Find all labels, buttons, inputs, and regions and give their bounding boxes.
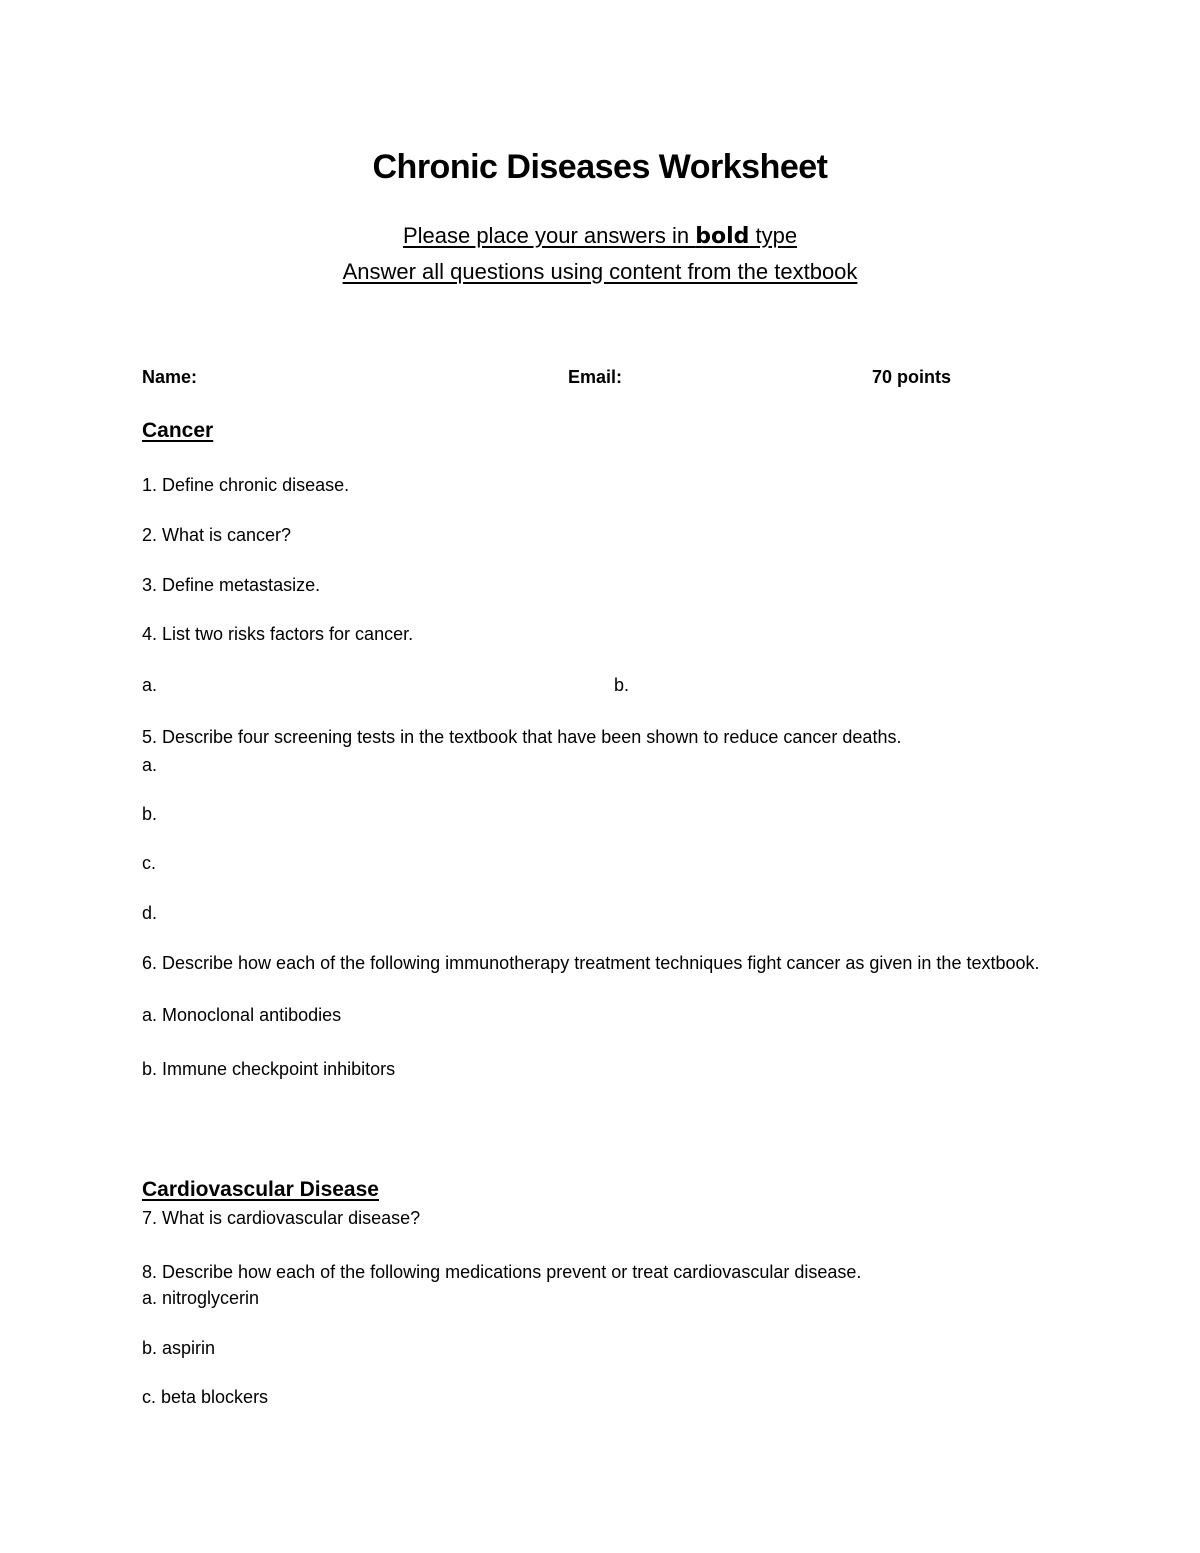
section-heading-cancer: Cancer	[142, 419, 214, 442]
points-label: 70 points	[872, 367, 952, 387]
question-6-option-b: b. Immune checkpoint inhibitors	[142, 1059, 396, 1079]
section-heading-cardiovascular: Cardiovascular Disease	[142, 1178, 379, 1201]
question-4-option-b: b.	[614, 675, 630, 695]
question-4: 4. List two risks factors for cancer.	[142, 624, 414, 644]
question-5-option-a: a.	[142, 755, 158, 775]
question-4-option-a: a.	[142, 675, 158, 695]
question-5: 5. Describe four screening tests in the textbook that have been shown to reduce cancer deaths.	[142, 727, 902, 747]
instruction-text-post: type	[749, 223, 798, 248]
question-6: 6. Describe how each of the following immunotherapy treatment techniques fight cancer as given in the textbook.	[142, 953, 1040, 973]
question-3: 3. Define metastasize.	[142, 575, 321, 595]
question-7: 7. What is cardiovascular disease?	[142, 1208, 421, 1228]
instruction-use-textbook: Answer all questions using content from the textbook	[342, 259, 858, 284]
question-8-option-c: c. beta blockers	[142, 1387, 269, 1407]
name-label: Name:	[142, 367, 198, 387]
question-2: 2. What is cancer?	[142, 525, 292, 545]
question-8-option-a: a. nitroglycerin	[142, 1288, 260, 1308]
instruction-bold-answers	[0, 225, 1200, 248]
question-8-option-b: b. aspirin	[142, 1338, 216, 1358]
email-label: Email:	[568, 367, 623, 387]
worksheet-title: Chronic Diseases Worksheet	[372, 148, 828, 186]
instruction-bold-word: bold	[695, 224, 750, 249]
question-5-option-c: c.	[142, 853, 157, 873]
question-5-option-b: b.	[142, 804, 158, 824]
question-8: 8. Describe how each of the following medications prevent or treat cardiovascular disease.	[142, 1262, 862, 1282]
question-6-option-a: a. Monoclonal antibodies	[142, 1005, 342, 1025]
question-1: 1. Define chronic disease.	[142, 475, 350, 495]
instruction-text-pre: Please place your answers in	[402, 223, 696, 248]
question-5-option-d: d.	[142, 903, 158, 923]
